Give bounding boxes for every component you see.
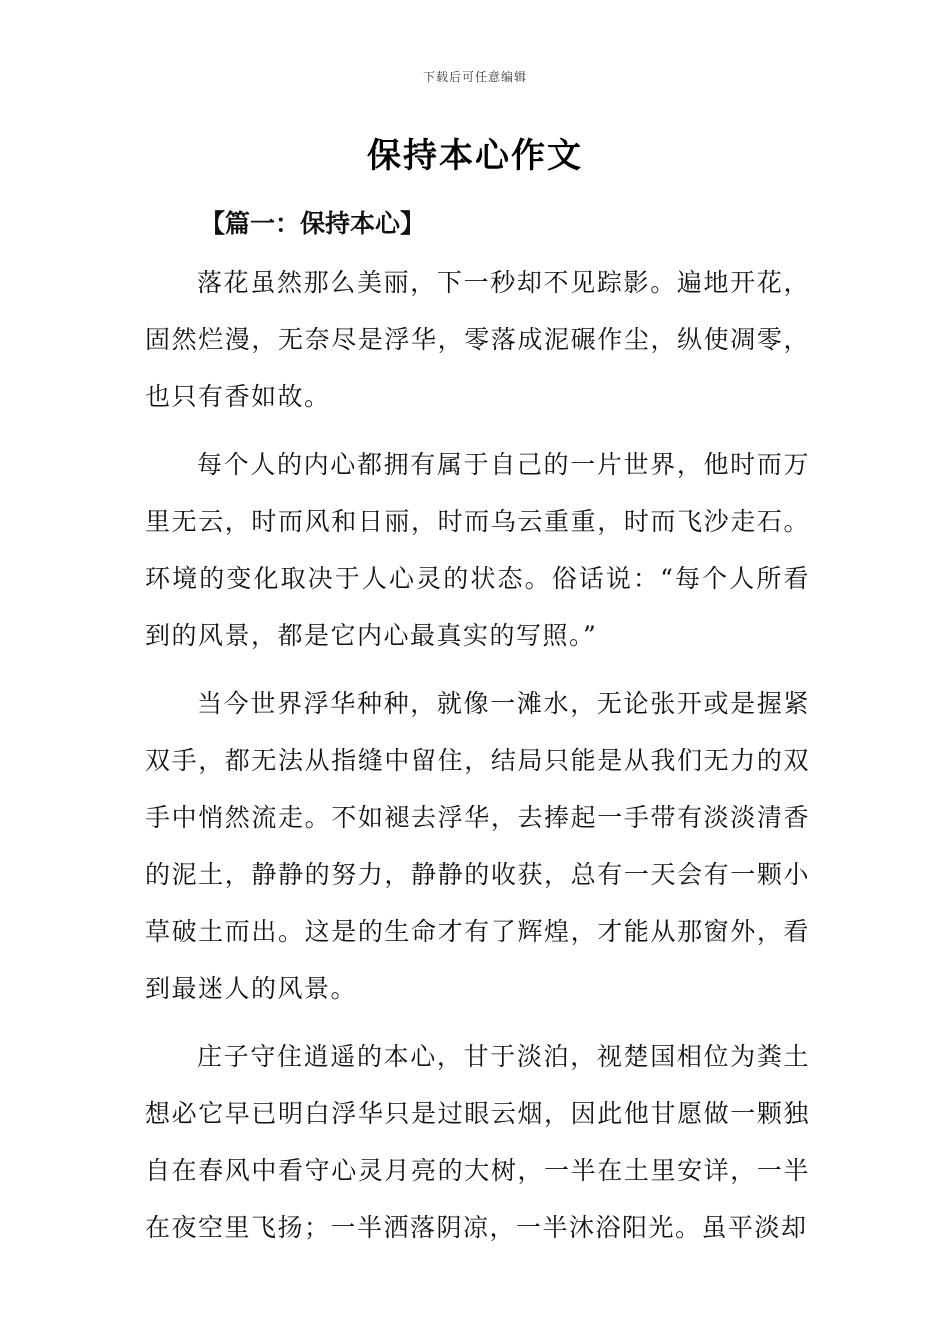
essay-body [145,254,810,1267]
header-note: 下载后可任意编辑 [422,70,527,84]
paragraph-1: 落花虽然那么美丽，下一秒却不见踪影。遍地开花，固然烂漫，无奈尽是浮华，零落成泥碾作尘，纵使凋零，也只有香如故。 [145,268,810,411]
page-title: 保持本心作文 [367,136,583,176]
paragraph-4: 庄子守住逍遥的本心，甘于淡泊，视楚国相位为粪土想必它早已明白浮华只是过眼云烟，因此他甘愿做一颗独自在春风中看守心灵月亮的大树，一半在土里安详，一半在夜空里飞扬；一半洒落阴凉，一半沐浴阳光。虽平淡却 [145,1042,810,1242]
section-heading: 【篇一：保持本心】 [200,209,426,238]
paragraph-3: 当今世界浮华种种，就像一滩水，无论张开或是握紧双手，都无法从指缝中留住，结局只能是从我们无力的双手中悄然流走。不如褪去浮华，去捧起一手带有淡淡清香的泥土，静静的努力，静静的收获，总有一天会有一颗小草破土而出。这是的生命才有了辉煌，才能从那窗外，看到最迷人的风景。 [145,689,810,1003]
paragraph-2: 每个人的内心都拥有属于自己的一片世界，他时而万里无云，时而风和日丽，时而乌云重重，时而飞沙走石。环境的变化取决于人心灵的状态。俗话说：“每个人所看到的风景，都是它内心最真实的写照。” [145,450,810,650]
